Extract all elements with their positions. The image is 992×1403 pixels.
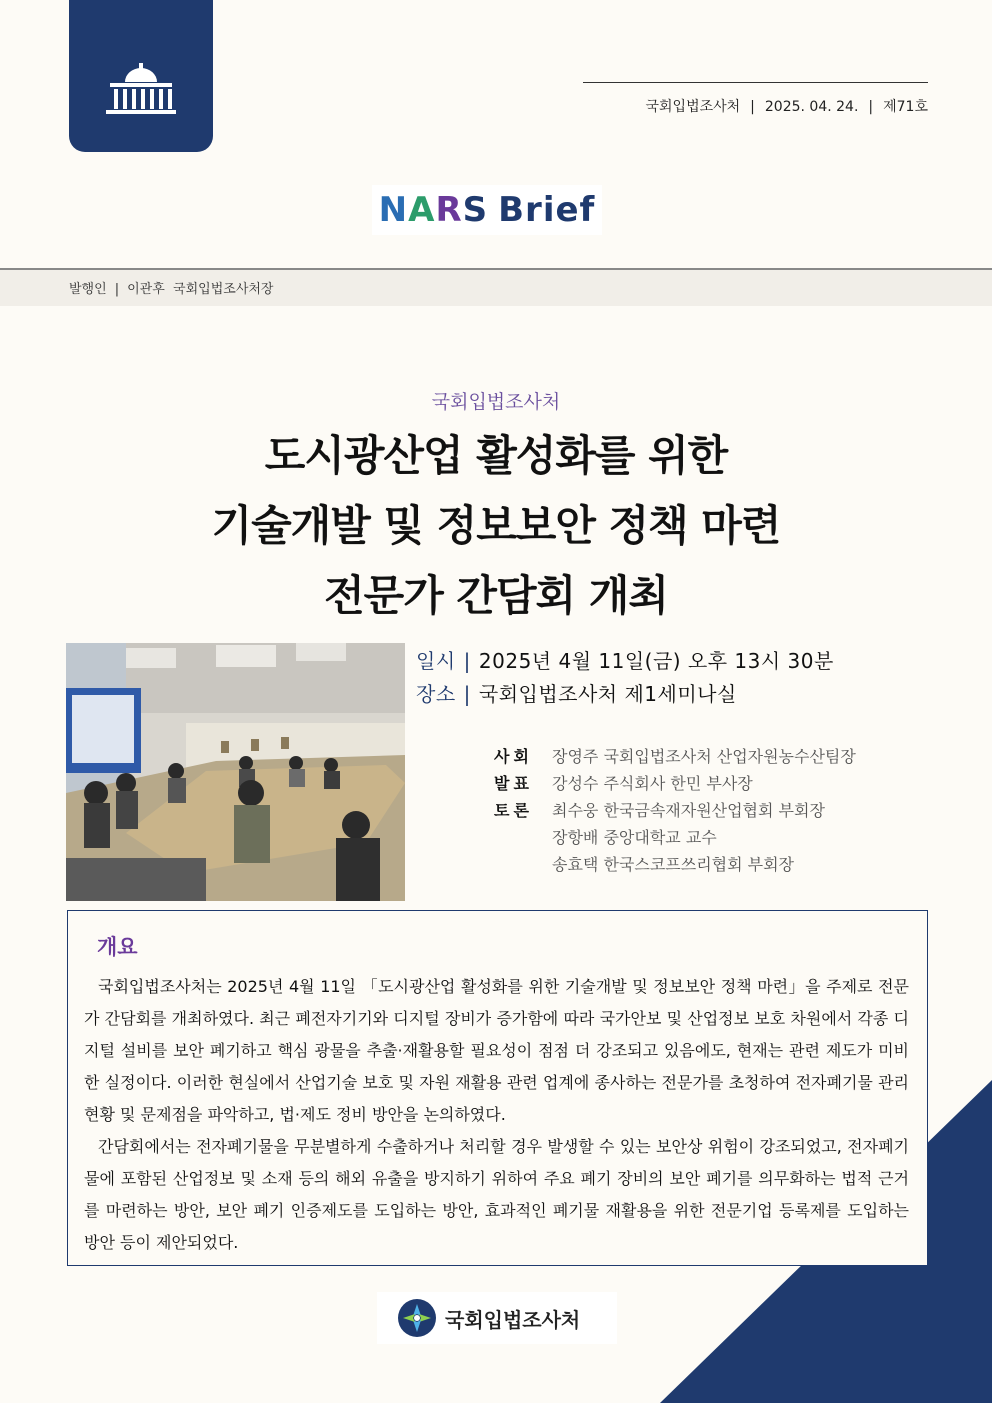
issue-date: 2025. 04. 24. (764, 99, 859, 115)
list-item: 송효택 한국스코프쓰리협회 부회장 (552, 855, 795, 874)
issue-info: 국회입법조사처 | 2025. 04. 24. | 제71호 (645, 99, 928, 115)
summary-paragraph: 간담회에서는 전자폐기물을 무분별하게 수출하거나 처리할 경우 발생할 수 있는 보안상 위험이 강조되었고, 전자폐기물에 포함된 산업정보 및 소재 등의 해외 유출을 방지하기 위하여 주요 폐기 장비의 보안 폐기를 의무화하는 법적 근거를 마련하는 방안, 보안 폐기 인증제도를 도입하는 방안, 효과적인 폐기물 재활용을 위한 전문기업 등록제를 도입하는 방안 등이 제안되었다. (84, 1137, 909, 1252)
event-place: 장소 | 국회입법조사처 제1세미나실 (416, 682, 737, 706)
issue-org: 국회입법조사처 (645, 99, 741, 115)
publisher-line: 발행인 | 이관후 국회입법조사처장 (69, 282, 274, 297)
nars-brief-logo: N A R S Brief (372, 185, 602, 235)
list-item: 장항배 중앙대학교 교수 (552, 828, 717, 847)
footer-org: 국회입법조사처 (445, 1307, 581, 1332)
summary-paragraph: 국회입법조사처는 2025년 4월 11일 「도시광산업 활성화를 위한 기술개발 및 정보보안 정책 마련」을 주제로 전문가 간담회를 개최하였다. 최근 폐전자기기와 디지털 장비가 증가함에 따라 국가안보 및 산업정보 보호 차원에서 각종 디지털 설비를 보안 폐기하고 핵심 광물을 추출·재활용할 필요성이 점점 더 강조되고 있음에도, 현재는 관련 제도가 미비한 실정이다. 이러한 현실에서 산업기술 보호 및 자원 재활용 관련 업계에 종사하는 전문가를 초청하여 전자폐기물 관리 현황 및 문제점을 파악하고, 법·제도 정비 방안을 논의하였다. (84, 977, 909, 1124)
page-title-line-3: 전문가 간담회 개최 (324, 571, 668, 620)
page-title-line-2: 기술개발 및 정보보안 정책 마련 (211, 501, 781, 550)
page-title-line-1: 도시광산업 활성화를 위한 (264, 431, 728, 480)
summary-heading: 개요 (97, 935, 138, 959)
list-item: 사회 장영주 국회입법조사처 산업자원농수산팀장 (494, 747, 856, 766)
nars-emblem-icon (397, 1298, 437, 1338)
issue-number: 제71호 (883, 99, 928, 115)
event-date: 일시 | 2025년 4월 11일(금) 오후 13시 30분 (416, 649, 834, 673)
article-org: 국회입법조사처 (431, 391, 561, 413)
summary-box (67, 910, 928, 1266)
list-item: 토론 최수웅 한국금속재자원산업협회 부회장 (494, 801, 825, 820)
list-item: 발표 강성수 주식회사 한민 부사장 (494, 774, 753, 793)
summary-text (84, 971, 909, 1259)
footer-logo (377, 1292, 617, 1344)
